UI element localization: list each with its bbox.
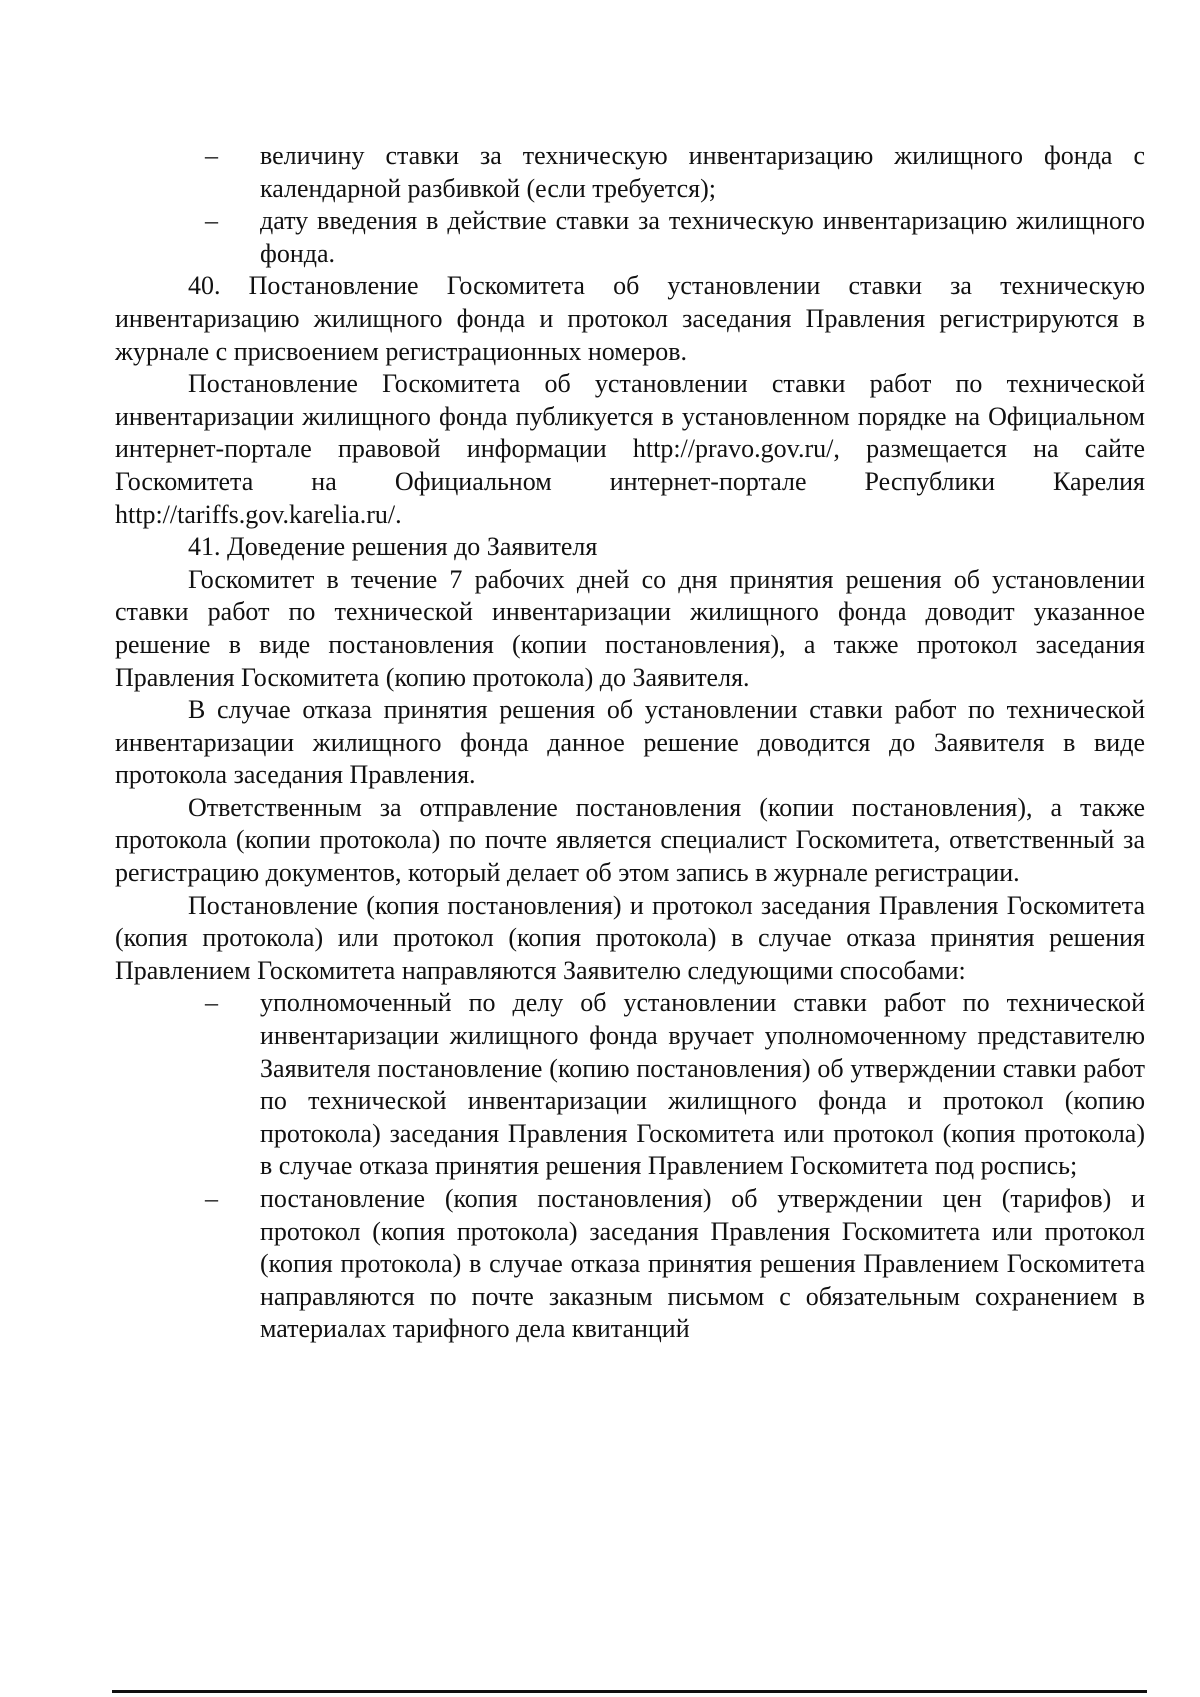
list-item-text: величину ставки за техническую инвентаризацию жилищного фонда с календарной разбивкой (если требуется); (260, 141, 1145, 203)
paragraph-refusal: В случае отказа принятия решения об установлении ставки работ по технической инвентаризации жилищного фонда данное решение доводится до Заявителя в виде протокола заседания Правления. (115, 695, 1145, 790)
paragraph-41-heading: 41. Доведение решения до Заявителя (188, 532, 598, 562)
paragraph-notification: Госкомитет в течение 7 рабочих дней со дня принятия решения об установлении ставки работ по технической инвентаризации жилищного фонда доводит указанное решение в виде постановления (копии постановления), а также протокол заседания Правления Госкомитета (копию протокола) до Заявителя. (115, 564, 1145, 692)
document-page (115, 140, 1145, 1346)
list-item (115, 140, 1145, 205)
list-item-text: постановление (копия постановления) об утверждении цен (тарифов) и протокол (копия протокола) заседания Правления Госкомитета или протокол (копия протокола) в случае отказа принятия решения Правлением Госкомитета направляются по почте заказным письмом с обязательным сохранением в материалах тарифного дела квитанций (260, 1184, 1145, 1344)
list-dash: – (205, 988, 218, 1018)
list-item-text: дату введения в действие ставки за техническую инвентаризацию жилищного фонда. (260, 206, 1145, 268)
footer-rule (112, 1690, 1147, 1693)
list-item (115, 1183, 1145, 1346)
paragraph-publication: Постановление Госкомитета об установлении ставки работ по технической инвентаризации жилищного фонда публикуется в установленном порядке на Официальном интернет-портале правовой информации http://pravo.gov.ru/, размещается на сайте Госкомитета на Официальном интернет-портале Республики Карелия http://tariffs.gov.karelia.ru/. (115, 369, 1145, 529)
list-dash: – (205, 141, 218, 170)
list-item (115, 205, 1145, 270)
list-item (115, 987, 1145, 1183)
paragraph-40: 40. Постановление Госкомитета об установлении ставки за техническую инвентаризацию жилищного фонда и протокол заседания Правления регистрируются в журнале с присвоением регистрационных номеров. (115, 271, 1145, 366)
list-dash: – (205, 1184, 218, 1213)
paragraph-methods: Постановление (копия постановления) и протокол заседания Правления Госкомитета (копия протокола) или протокол (копия протокола) в случае отказа принятия решения Правлением Госкомитета направляются Заявителю следующими способами: (115, 890, 1145, 985)
list-item-text: уполномоченный по делу об установлении ставки работ по технической инвентаризации жилищного фонда вручает уполномоченному представителю Заявителя постановление (копию постановления) об утверждении ставки работ по технической инвентаризации жилищного фонда и протокол (копию протокола) заседания Правления Госкомитета или протокол (копия протокола) в случае отказа принятия решения Правлением Госкомитета под роспись; (260, 988, 1145, 1181)
list-dash: – (205, 206, 218, 236)
paragraph-responsible: Ответственным за отправление постановления (копии постановления), а также протокола (копии протокола) по почте является специалист Госкомитета, ответственный за регистрацию документов, который делает об этом запись в журнале регистрации. (115, 792, 1145, 888)
